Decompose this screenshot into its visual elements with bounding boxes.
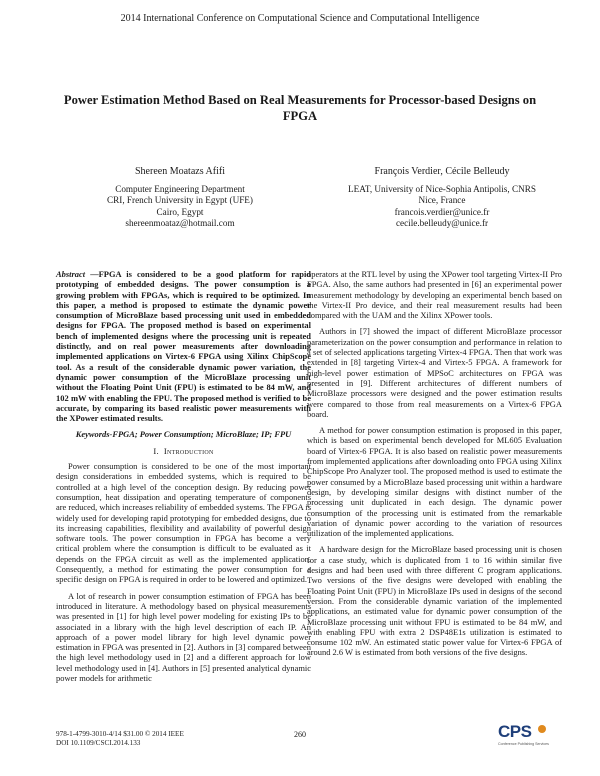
logo-text: CPS [498,722,532,741]
author-email: cecile.belleudy@unice.fr [395,218,489,229]
paragraph: A hardware design for the MicroBlaze based processing unit is chosen for a case study, which is duplicated from 1 to 16 within similar five designs and had been used with three different C program applications. Two versions of the five designs were developed with enabling the Floating Point Unit (FPU) in MicroBlaze IPs used in designs of the second version. From the considerable dynamic variation of the implemented applications, an estimated value for dynamic power consumption of the MicroBlaze processing unit without FPU is estimated to be 84 mW, and with enabling FPU with extra 2 DSP48E1s utilization is estimated to consume 102 mW. An estimated static power value for Virtex-6 FPGA of around 2.6 W is estimated from both versions of the five designs. [307,544,562,658]
abstract [56,269,311,423]
cps-logo [498,722,552,750]
author-location: Nice, France [418,195,466,206]
author-affiliation: CRI, French University in Egypt (UFE) [107,195,253,206]
section-number: I. [153,445,159,456]
footer-isbn: 978-1-4799-3010-4/14 $31.00 © 2014 IEEE [56,730,184,738]
author-location: Cairo, Egypt [156,206,204,217]
author-name: Shereen Moatazs Afifi [135,166,225,177]
footer-doi: DOI 10.1109/CSCI.2014.133 [56,739,141,747]
logo-mark-icon [538,725,546,733]
left-column [56,269,311,689]
section-heading [56,446,311,456]
abstract-label: Abstract [56,269,86,279]
paragraph: A method for power consumption estimation is proposed in this paper, which is based on experimental bench developed for ML605 Evaluation board of Virtex-6 FPGA. It is also based on realistic power measurements from implemented applications after downloading onto FPGA using Xilinx ChipScope Pro Analyzer tool. The proposed method is used to estimate the power consumed by a MicroBlaze based processing unit within a hardware design, by developing similar designs with distinct number of the processing unit duplicated in each design. The dynamic power consumption of the processing unit is estimated from the remarkable variation of dynamic power according to the variation of resources utilization of the implemented applications. [307,425,562,539]
keywords: Keywords-FPGA; Power Consumption; MicroBlaze; IP; FPU [75,429,292,440]
section-title: Introduction [163,445,214,456]
author-block-2 [322,166,562,230]
paragraph: Authors in [7] showed the impact of different MicroBlaze processor parameterization on the power consumption and performance in relation to a set of selected applications targeting Virtex-4 FPGA. Then that work was extended in [8] targeting Virtex-4 and Virtex-5 FPGA. A framework for high-level power estimation of MPSoC architectures on FPGA was presented in [9]. Different architectures of different numbers of MicroBlaze processors were designed and the power estimation results were compared to those from real measurements on a Virtex-6 FPGA board. [307,326,562,419]
author-affiliation: LEAT, University of Nice-Sophia Antipolis, CNRS [348,183,536,194]
conference-header: 2014 International Conference on Computational Science and Computational Intelligence [120,13,480,24]
author-email: francois.verdier@unice.fr [394,206,490,217]
logo-subtitle: Conference Publishing Services [498,742,549,746]
author-affiliation: Computer Engineering Department [115,183,245,194]
right-column [307,269,562,664]
abstract-text: —FPGA is considered to be a good platform for rapid prototyping of embedded designs. The power consumption is a growing problem with FPGAs, which is required to be optimized. In this paper, a method is proposed to estimate the dynamic power consumption of MicroBlaze based processing unit used in embedded designs for FPGA. The proposed method is based on experimental bench of implemented designs where the processing unit is repeated distinctly, and on real power measurements after downloading implemented applications on Virtex-6 FPGA using Xilinx ChipScope tool. As a result of the considerable dynamic power variation, the dynamic power consumption of the MicroBlaze processing unit without the Floating Point Unit (FPU) is estimated to be 84 mW, and 102 mW with enabling the FPU. The proposed method is verified to be accurate, by comparing its based realistic power measurements with the XPower estimated results. [56,269,311,424]
paragraph: Power consumption is considered to be one of the most important design considerations in embedded systems, which is required to be controlled at a high level of the conception design. By reducing power consumption, heat dissipation and operating temperature of components are reduced, which increases reliability of embedded systems. The FPGA is widely used for developing rapid prototyping for embedded designs, due to its increasing capabilities, flexibility and availability of powerful design software tools. The power consumption in FPGA has become a very critical problem where the consumption is difficult to be evaluated as it depends on the FPGA circuit as well as the implemented application. Consequently, a method for estimating the power consumption for a specific design on FPGA is required in order to be lowered and optimized. [56,461,311,585]
author-name: François Verdier, Cécile Belleudy [374,166,510,177]
paper-title: Power Estimation Method Based on Real Measurements for Processor-based Designs on FPGA [63,93,537,123]
paragraph: A lot of research in power consumption estimation of FPGA has been introduced in literature. A methodology based on physical measurements was presented in [1] for high level power modeling for existing IPs to be associated in a library with the high level description of each IP. An approach of a power model library for high level dynamic power estimation in FPGA was presented in [2]. Authors in [3] compared between the high level methodology used in [2] and a different approach for low level methodology used in [4]. Authors in [5] presented analytical dynamic power models for arithmetic [56,590,311,683]
author-block-1 [80,166,280,230]
page-number: 260 [294,730,306,739]
paragraph: operators at the RTL level by using the XPower tool targeting Virtex-II Pro FPGA. Also, the same authors had presented in [6] an experimental power measurement methodology by developing an experimental bench based on the Virtex-II Pro device, and their real measurement results had been compared with the UAM and the Xilinx XPower tools. [307,269,562,321]
author-email: shereenmoataz@hotmail.com [125,218,235,229]
